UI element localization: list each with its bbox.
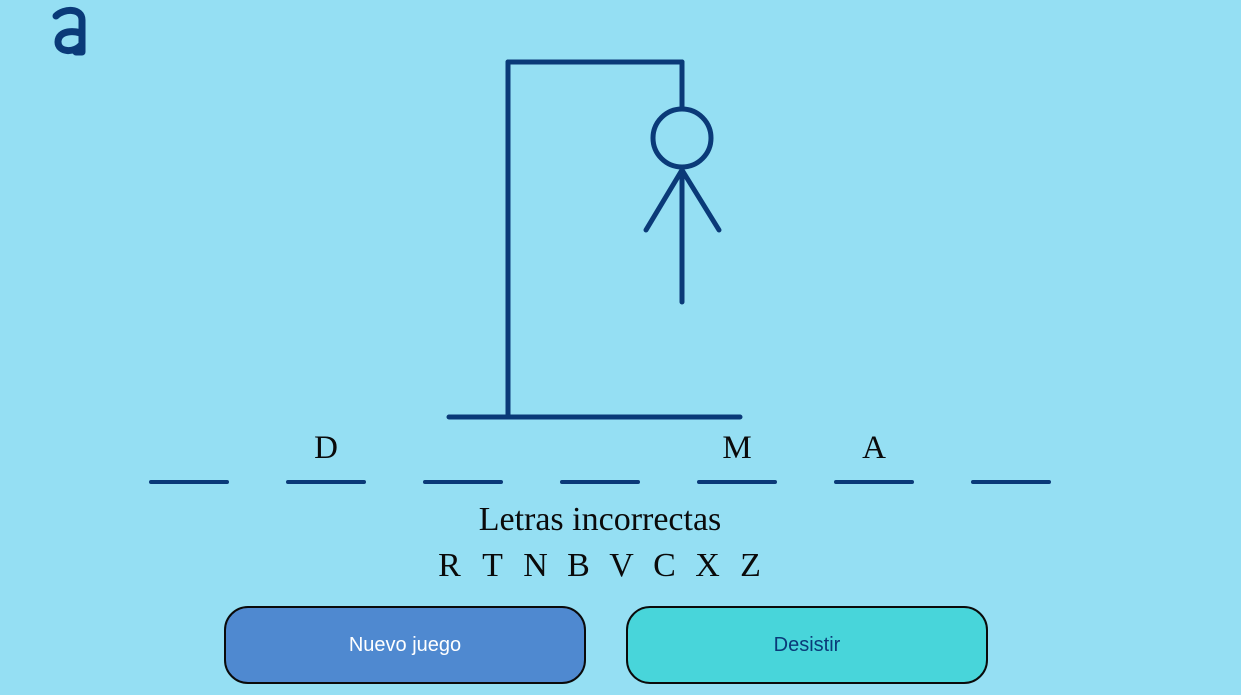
letter-underline xyxy=(149,480,229,484)
hangman-head xyxy=(653,109,711,167)
wrong-letter: C xyxy=(653,547,676,584)
new-game-button[interactable]: Nuevo juego xyxy=(224,606,586,684)
wrong-letter: B xyxy=(567,547,590,584)
wrong-letter: T xyxy=(482,547,503,584)
hangman-right-arm xyxy=(682,170,719,230)
word-letter xyxy=(149,428,229,468)
word-slot xyxy=(423,428,503,484)
word-slot xyxy=(560,428,640,484)
word-letter xyxy=(560,428,640,468)
letter-underline xyxy=(697,480,777,484)
wrong-letter: N xyxy=(523,547,548,584)
word-slot xyxy=(971,428,1051,484)
give-up-button[interactable]: Desistir xyxy=(626,606,988,684)
letter-underline xyxy=(560,480,640,484)
hangman-left-arm xyxy=(646,170,682,230)
word-slot xyxy=(149,428,229,484)
word-letter xyxy=(971,428,1051,468)
wrong-letter: R xyxy=(438,547,461,584)
wrong-letters-title: Letras incorrectas xyxy=(478,501,722,538)
wrong-letter: Z xyxy=(740,547,761,584)
letter-underline xyxy=(834,480,914,484)
letter-underline xyxy=(286,480,366,484)
wrong-letters-list xyxy=(0,544,1200,588)
wrong-letter: X xyxy=(695,547,720,584)
word-slot xyxy=(286,428,366,484)
letter-underline xyxy=(423,480,503,484)
word-letter: A xyxy=(862,430,886,466)
wrong-letter: V xyxy=(609,547,634,584)
word-letter: M xyxy=(722,430,752,466)
word-slot xyxy=(834,428,914,484)
word-letter xyxy=(423,428,503,468)
word-letter: D xyxy=(314,430,338,466)
letter-underline xyxy=(971,480,1051,484)
word-slot xyxy=(697,428,777,484)
